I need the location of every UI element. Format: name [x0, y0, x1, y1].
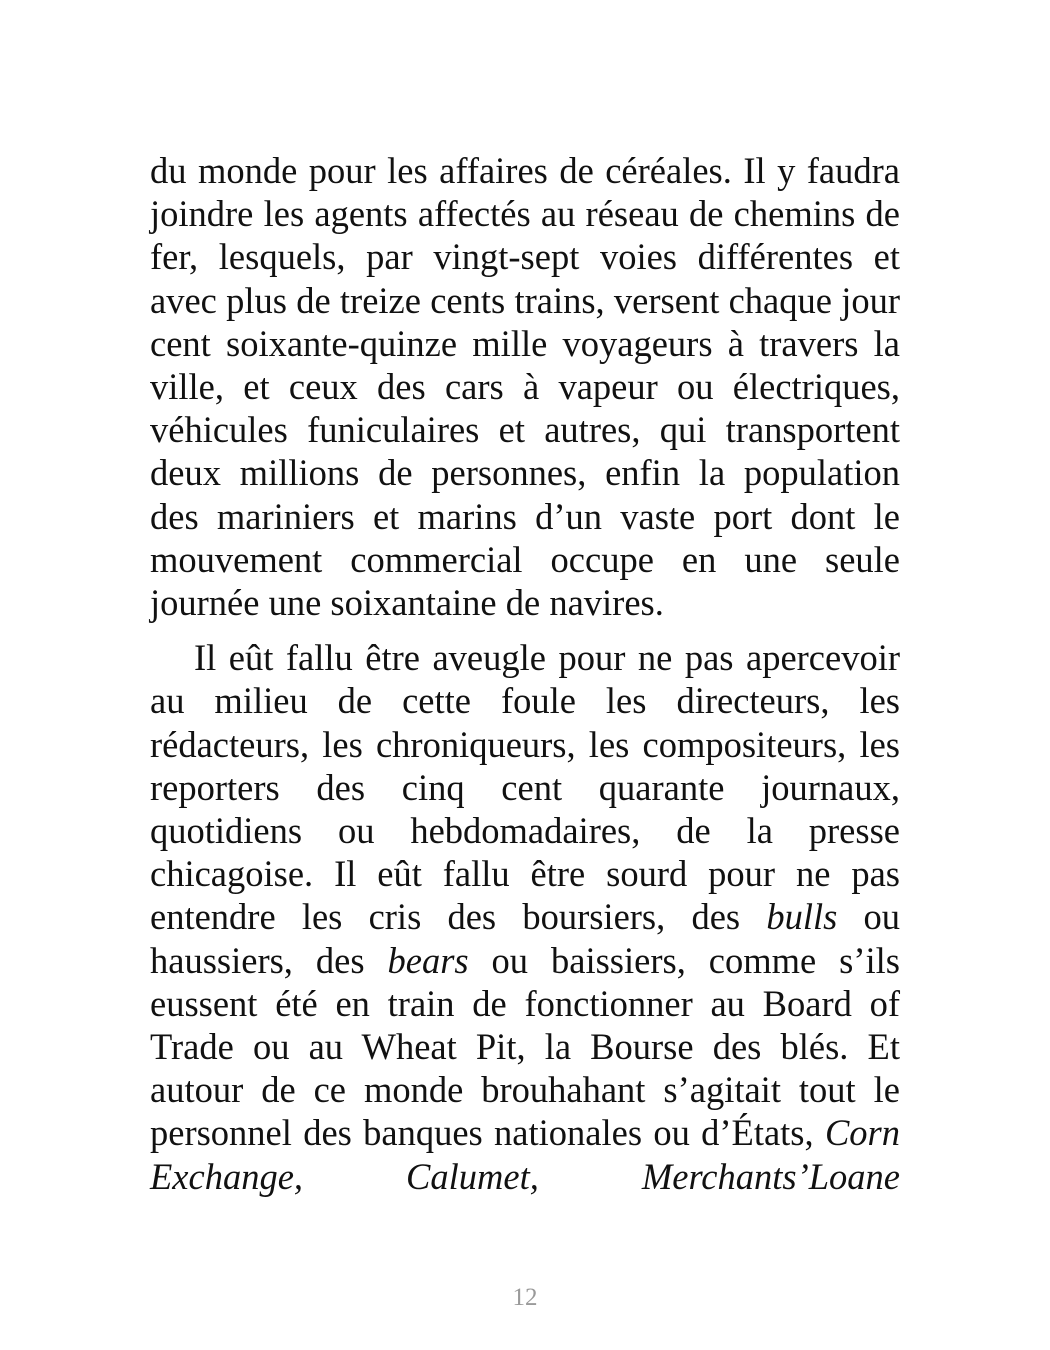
- paragraph-1: du monde pour les affaires de céréales. Il y faudra joindre les agents affectés au réseau de chemins de fer, lesquels, par vingt-sept voies différentes et avec plus de treize cents trains, versent chaque jour cent soixante-quinze mille voyageurs à travers la ville, et ceux des cars à vapeur ou électriques, véhicules funiculaires et autres, qui transportent deux millions de personnes, enfin la population des mariniers et marins d’un vaste port dont le mouvement commercial occupe en une seule journée une soixantaine de navires.: [150, 150, 900, 624]
- page-body: [150, 149, 900, 1198]
- italic-term-bears: bears: [387, 939, 469, 981]
- paragraph-2-text-c: ou baissiers, comme s’ils eussent été en train de fonctionner au Board of Trade ou au Wheat Pit, la Bourse des blés. Et autour de ce monde brouhahant s’agitait tout le personnel des banques nationales ou d’États,: [150, 939, 901, 1154]
- italic-term-bulls: bulls: [766, 896, 838, 938]
- page-number: 12: [512, 1284, 538, 1311]
- paragraph-2-text-b: ou haussiers, des: [150, 896, 901, 981]
- paragraph-2-text-a: Il eût fallu être aveugle pour ne pas apercevoir au milieu de cette foule les directeurs, les rédacteurs, les chroniqueurs, les compositeurs, les reporters des cinq cent quarante journaux, quotidiens ou hebdomadaires, de la presse chicagoise. Il eût fallu être sourd pour ne pas entendre les cris des boursiers, des: [150, 637, 900, 938]
- italic-bank-names: Corn Exchange, Calumet, Merchants’Loane: [150, 1112, 900, 1197]
- paragraph-2: [150, 636, 900, 1198]
